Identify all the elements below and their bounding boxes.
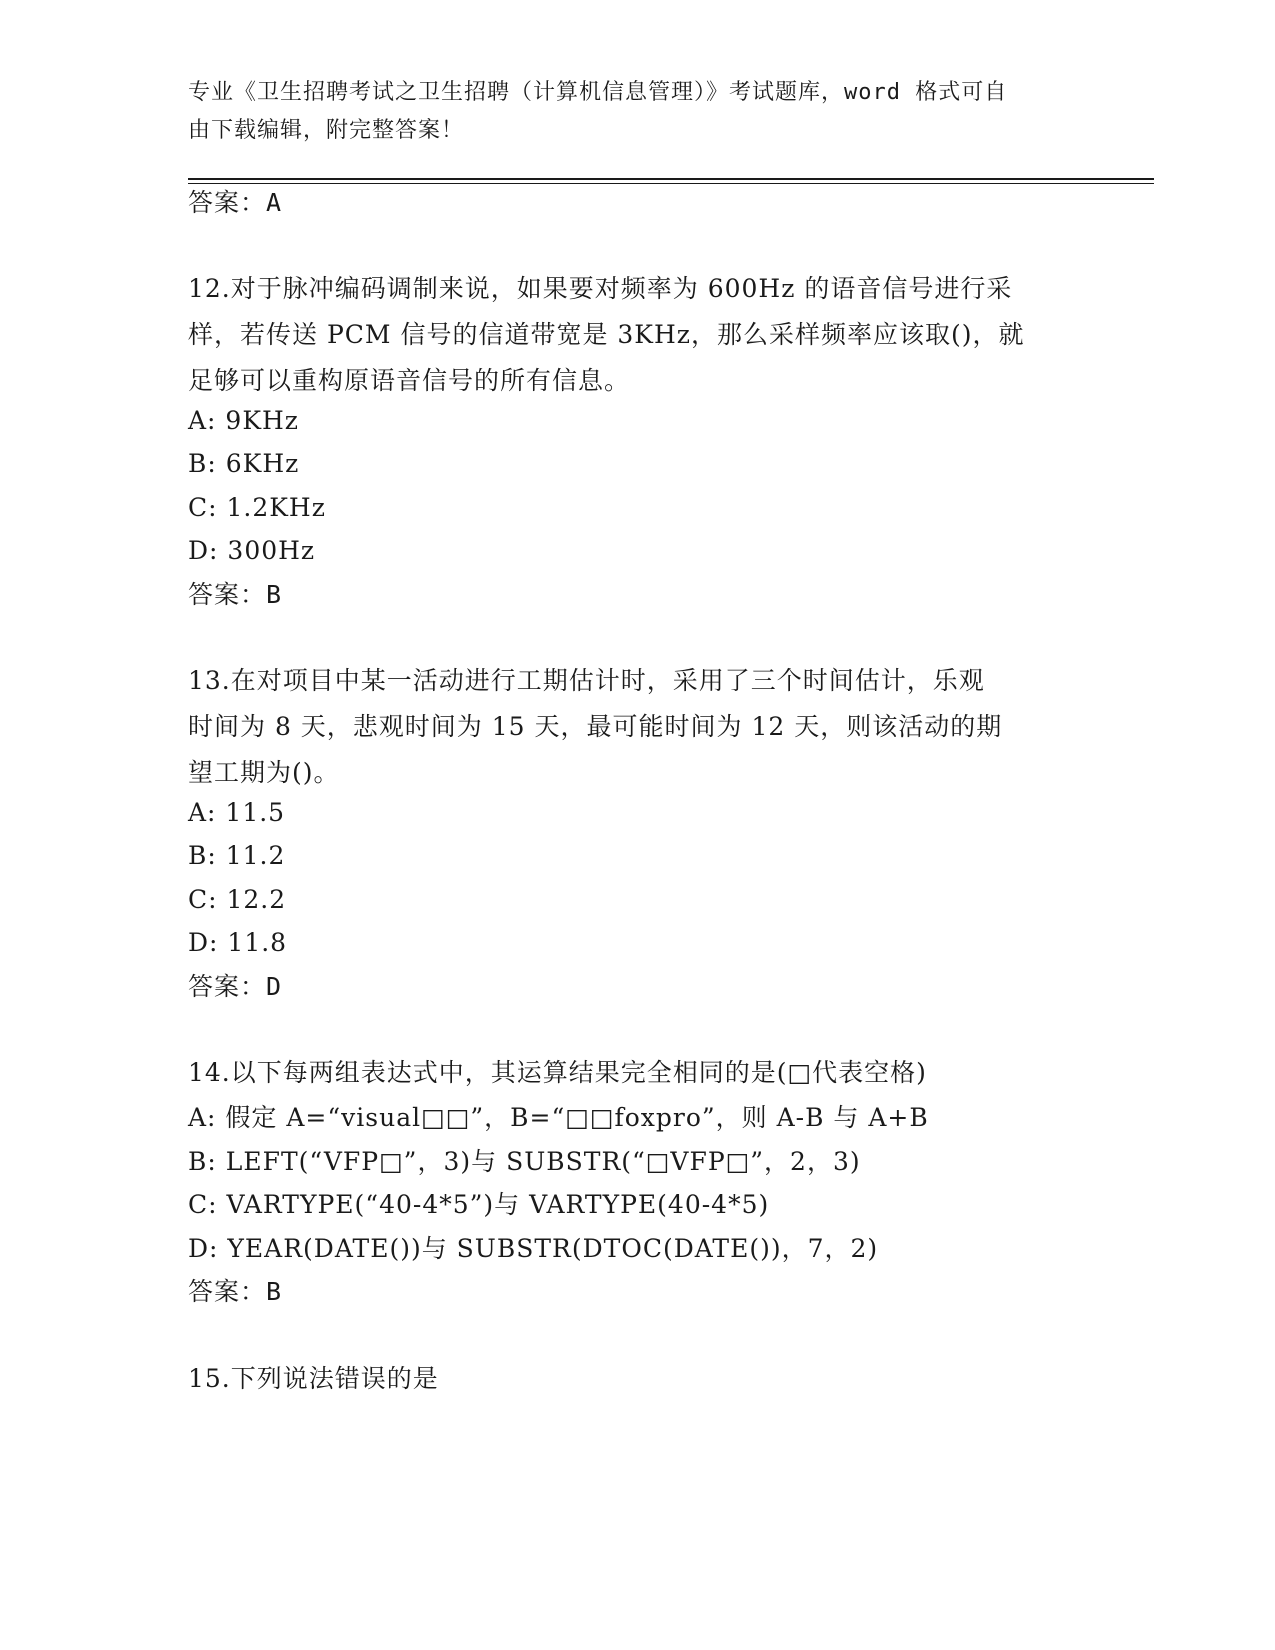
question-12-option-b: B: 6KHz (188, 449, 300, 478)
answer-11: 答案：A (188, 188, 283, 217)
header-rule-thick (188, 178, 1154, 180)
question-12-answer: 答案：B (188, 580, 283, 609)
question-12-stem-line: 12.对于脉冲编码调制来说，如果要对频率为 600Hz 的语音信号进行采 (188, 274, 1013, 303)
question-13-option-d: D: 11.8 (188, 928, 288, 957)
question-12-option-a: A: 9KHz (188, 406, 299, 435)
question-12-option-d: D: 300Hz (188, 536, 316, 565)
question-15-stem (188, 1356, 1088, 1402)
question-12-stem-line: 样，若传送 PCM 信号的信道带宽是 3KHz，那么采样频率应该取()，就 (188, 320, 1025, 349)
question-13-answer: 答案：D (188, 972, 283, 1001)
header-line-1: 专业《卫生招聘考试之卫生招聘（计算机信息管理）》考试题库，word 格式可自 (188, 80, 1008, 105)
question-15-stem-line: 15.下列说法错误的是 (188, 1364, 439, 1393)
question-14-stem (188, 1050, 1088, 1096)
question-14-stem-line: 14.以下每两组表达式中，其运算结果完全相同的是(□代表空格) (188, 1058, 927, 1087)
question-13-option-a: A: 11.5 (188, 798, 286, 827)
question-14-option-c: C: VARTYPE(“40-4*5”)与 VARTYPE(40-4*5) (188, 1190, 770, 1219)
question-14-answer: 答案：B (188, 1277, 283, 1306)
question-13-option-c: C: 12.2 (188, 885, 287, 914)
question-13-stem-line: 望工期为()。 (188, 758, 340, 787)
question-12-stem-line: 足够可以重构原语音信号的所有信息。 (188, 366, 631, 395)
question-13-option-b: B: 11.2 (188, 841, 286, 870)
question-14-option-a: A: 假定 A=“visual□□”，B=“□□foxpro”，则 A-B 与 A+B (188, 1103, 929, 1132)
question-13-stem-line: 13.在对项目中某一活动进行工期估计时，采用了三个时间估计，乐观 (188, 666, 985, 695)
question-12-option-c: C: 1.2KHz (188, 493, 326, 522)
question-13-stem (188, 658, 1088, 796)
question-13-stem-line: 时间为 8 天，悲观时间为 15 天，最可能时间为 12 天，则该活动的期 (188, 712, 1003, 741)
header-rule-thin (188, 183, 1154, 184)
question-14-option-d: D: YEAR(DATE())与 SUBSTR(DTOC(DATE())，7，2) (188, 1234, 879, 1263)
document-header (188, 74, 1068, 150)
header-line-2: 由下载编辑，附完整答案！ (188, 118, 465, 143)
question-14-option-b: B: LEFT(“VFP□”，3)与 SUBSTR(“□VFP□”，2，3) (188, 1147, 861, 1176)
question-12-stem (188, 266, 1088, 404)
